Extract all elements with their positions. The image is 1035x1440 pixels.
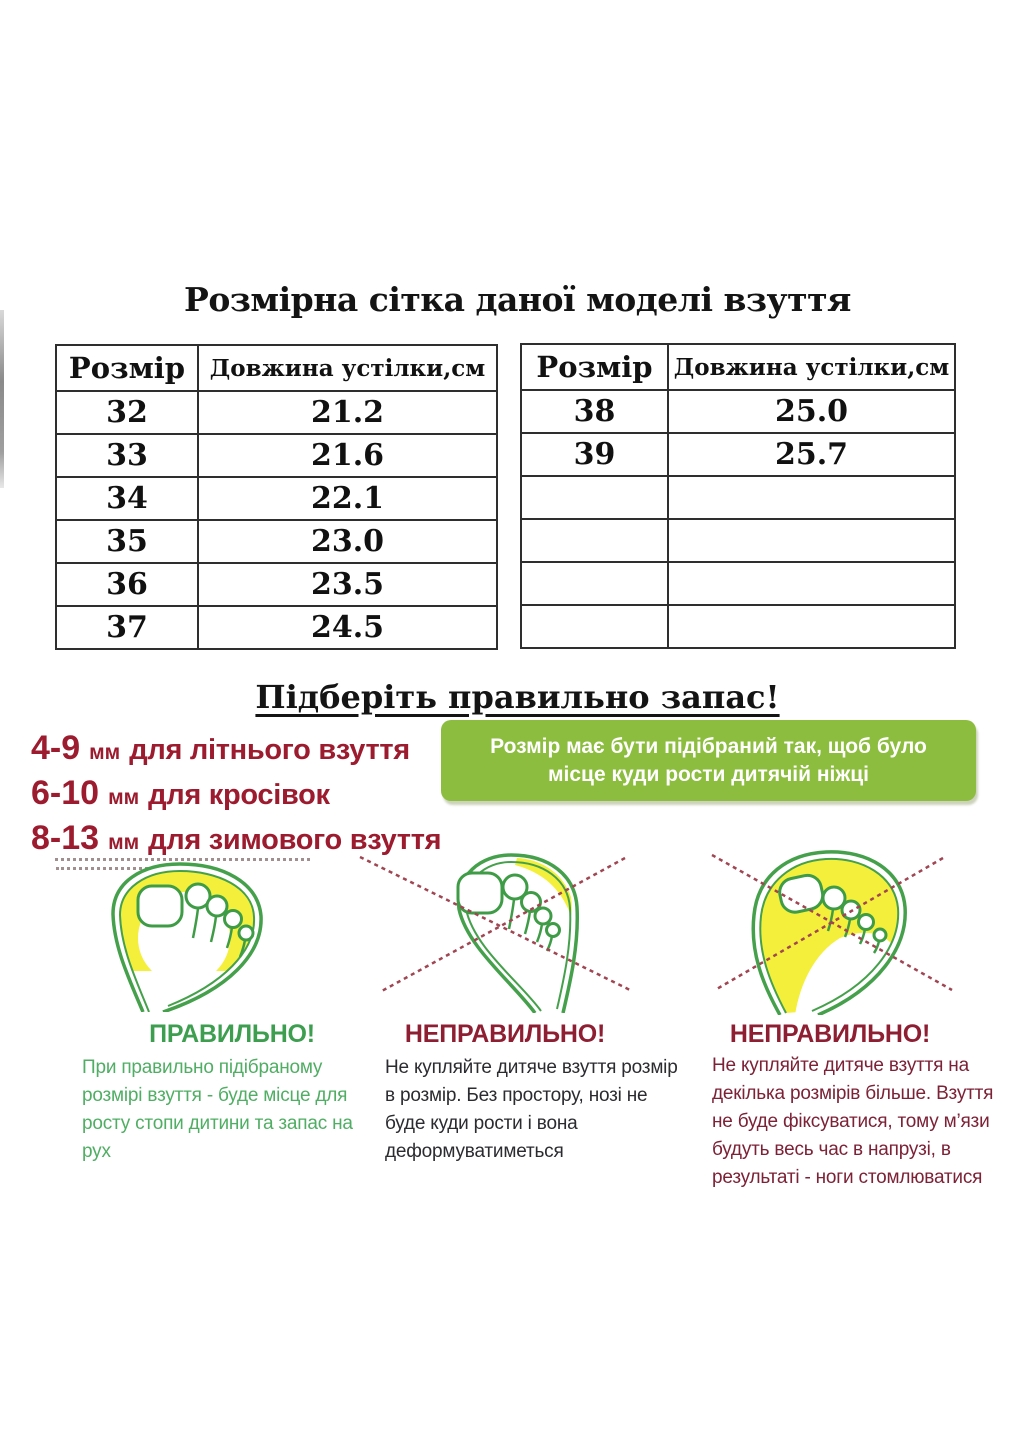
- table-row: [56, 477, 497, 520]
- table-cell: 24.5: [198, 606, 497, 649]
- table-cell: 37: [56, 606, 198, 649]
- page-title: Розмірна сітка даної моделі взуття: [184, 280, 851, 319]
- reserve-lines: [31, 729, 471, 864]
- figure-text-wrong-tight: Не купляйте дитяче взуття розмір в розмір. Без простору, нозі не буде куди рости і вона деформуватиметься: [385, 1057, 678, 1162]
- table-header-row: [521, 344, 955, 390]
- table-header-row: [56, 345, 497, 391]
- table-cell: [668, 519, 955, 562]
- table-row: [521, 433, 955, 476]
- table-row: [56, 391, 497, 434]
- table-row: [521, 519, 955, 562]
- reserve-range: 8-13: [31, 819, 100, 857]
- table-cell: 33: [56, 434, 198, 477]
- foot-diagram-correct-icon: [100, 856, 275, 1012]
- table-cell: 25.7: [668, 433, 955, 476]
- size-note-text: Розмір має бути підібраний так, щоб було місце куди рости дитячій ніжці: [490, 735, 927, 786]
- table-cell: [668, 562, 955, 605]
- reserve-text: для літнього взуття: [129, 734, 410, 766]
- table-cell: [521, 562, 668, 605]
- table-cell: 23.5: [198, 563, 497, 606]
- size-note-box: [441, 720, 976, 801]
- foot-diagram-tight-icon: [355, 845, 685, 1013]
- reserve-unit: мм: [108, 831, 140, 854]
- table-cell: 38: [521, 390, 668, 433]
- figure-label-wrong-loose: НЕПРАВИЛЬНО!: [729, 1020, 931, 1048]
- table-row: [521, 605, 955, 648]
- table-cell: 21.6: [198, 434, 497, 477]
- reserve-line-summer: [31, 729, 471, 774]
- foot-diagram-loose-icon: [700, 843, 970, 1015]
- table-cell: 23.0: [198, 520, 497, 563]
- table-header-length: Довжина устілки,см: [198, 345, 497, 391]
- reserve-unit: мм: [108, 786, 140, 809]
- table-header-size: Розмір: [56, 345, 198, 391]
- figure-text-correct: При правильно підібраному розмірі взуття - буде місце для росту стопи дитини та запас на рух: [82, 1057, 353, 1162]
- table-row: [521, 562, 955, 605]
- reserve-heading: Підберіть правильно запас!: [255, 678, 780, 716]
- table-row: [521, 476, 955, 519]
- table-row: [56, 606, 497, 649]
- reserve-range: 6-10: [31, 774, 100, 812]
- reserve-unit: мм: [89, 741, 121, 764]
- table-header-length: Довжина устілки,см: [668, 344, 955, 390]
- table-cell: 34: [56, 477, 198, 520]
- table-header-size: Розмір: [521, 344, 668, 390]
- table-cell: [668, 476, 955, 519]
- table-cell: 22.1: [198, 477, 497, 520]
- table-cell: 32: [56, 391, 198, 434]
- figure-label-correct: ПРАВИЛЬНО!: [149, 1020, 315, 1048]
- scan-artifact: [0, 310, 4, 488]
- size-table-left: [55, 344, 498, 650]
- table-cell: 39: [521, 433, 668, 476]
- table-row: [521, 390, 955, 433]
- table-cell: [521, 519, 668, 562]
- table-row: [56, 520, 497, 563]
- table-cell: [521, 605, 668, 648]
- table-row: [56, 434, 497, 477]
- table-cell: 21.2: [198, 391, 497, 434]
- reserve-range: 4-9: [31, 729, 81, 767]
- table-cell: [521, 476, 668, 519]
- reserve-text: для зимового взуття: [148, 824, 442, 856]
- figure-label-wrong-tight: НЕПРАВИЛЬНО!: [404, 1020, 606, 1048]
- table-cell: [668, 605, 955, 648]
- table-cell: 36: [56, 563, 198, 606]
- reserve-text: для кросівок: [148, 779, 330, 811]
- size-table-right: [520, 343, 956, 649]
- figure-text-wrong-loose: Не купляйте дитяче взуття на декілька розмірів більше. Взуття не буде фіксуватися, тому м’язи будуть весь час в напрузі, в результаті - ноги стомлюватися: [712, 1055, 994, 1188]
- table-cell: 25.0: [668, 390, 955, 433]
- table-row: [56, 563, 497, 606]
- reserve-line-sneakers: [31, 774, 471, 819]
- table-cell: 35: [56, 520, 198, 563]
